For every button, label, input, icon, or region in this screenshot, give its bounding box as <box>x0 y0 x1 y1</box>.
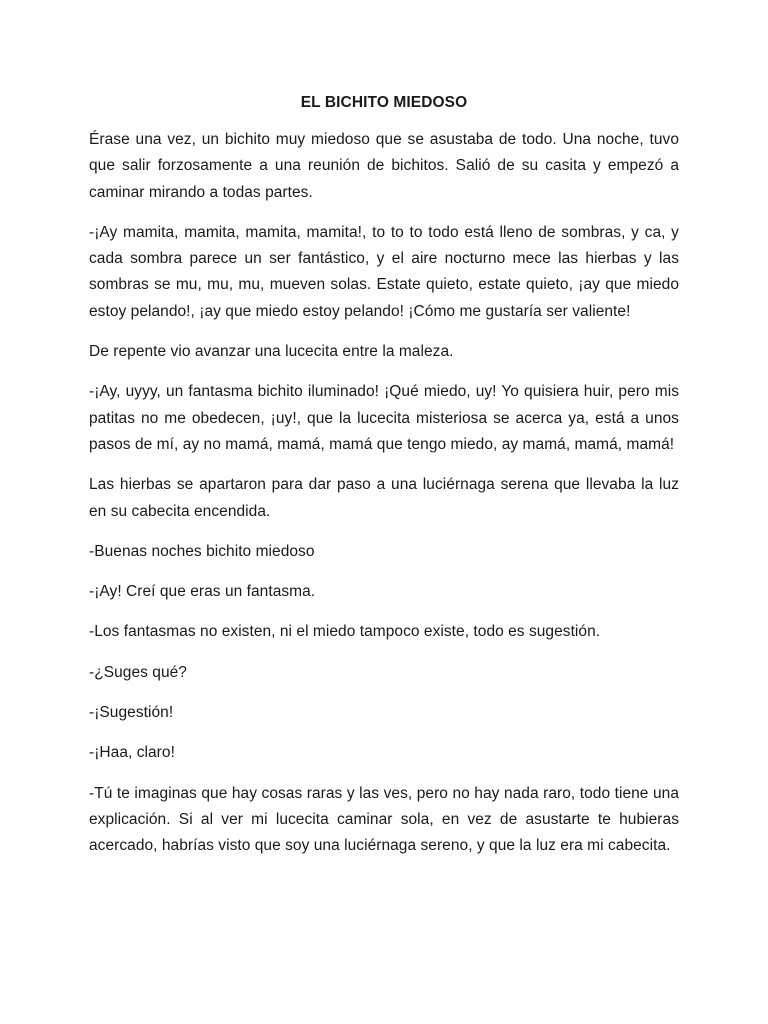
document-title: EL BICHITO MIEDOSO <box>300 94 468 111</box>
dialogue-line: -¡Sugestión! <box>89 704 174 722</box>
document-page <box>89 92 679 860</box>
paragraph-explanation: -Tú te imaginas que hay cosas raras y las ves, pero no hay nada raro, todo tiene una explicación. Si al ver mi lucecita caminar sola, en vez de asustarte te hubieras acercado, habrías visto que soy una luciérnaga sereno, y que la luz era mi cabecita. <box>89 784 679 855</box>
dialogue-line: -¡Haa, claro! <box>89 744 175 762</box>
dialogue-line: -Buenas noches bichito miedoso <box>89 542 315 560</box>
paragraph-firefly-arrives: Las hierbas se apartaron para dar paso a una luciérnaga serena que llevaba la luz en su cabecita encendida. <box>89 476 679 520</box>
dialogue-line: -Los fantasmas no existen, ni el miedo tampoco existe, todo es sugestión. <box>89 623 601 641</box>
paragraph-bichito-fear: -¡Ay mamita, mamita, mamita, mamita!, to to to todo está lleno de sombras, y ca, y cada sombra parece un ser fantástico, y el aire nocturno mece las hierbas y las sombras se mu, mu, mu, mueven solas. Estate quieto, estate quieto, ¡ay que miedo estoy pelando!, ¡ay que miedo estoy pelando! ¡Cómo me gustaría ser valiente! <box>89 223 679 320</box>
dialogue-line: -¿Suges qué? <box>89 663 187 681</box>
paragraph-light-appears: De repente vio avanzar una lucecita entre la maleza. <box>89 343 454 361</box>
dialogue-line: -¡Ay! Creí que eras un fantasma. <box>89 583 316 601</box>
paragraph-ghost-panic: -¡Ay, uyyy, un fantasma bichito iluminado! ¡Qué miedo, uy! Yo quisiera huir, pero mis patitas no me obedecen, ¡uy!, que la lucecita misteriosa se acerca ya, está a unos pasos de mí, ay no mamá, mamá, mamá que tengo miedo, ay mamá, mamá, mamá! <box>89 383 679 453</box>
paragraph-intro: Érase una vez, un bichito muy miedoso que se asustaba de todo. Una noche, tuvo que salir forzosamente a una reunión de bichitos. Salió de su casita y empezó a caminar mirando a todas partes. <box>89 131 679 201</box>
